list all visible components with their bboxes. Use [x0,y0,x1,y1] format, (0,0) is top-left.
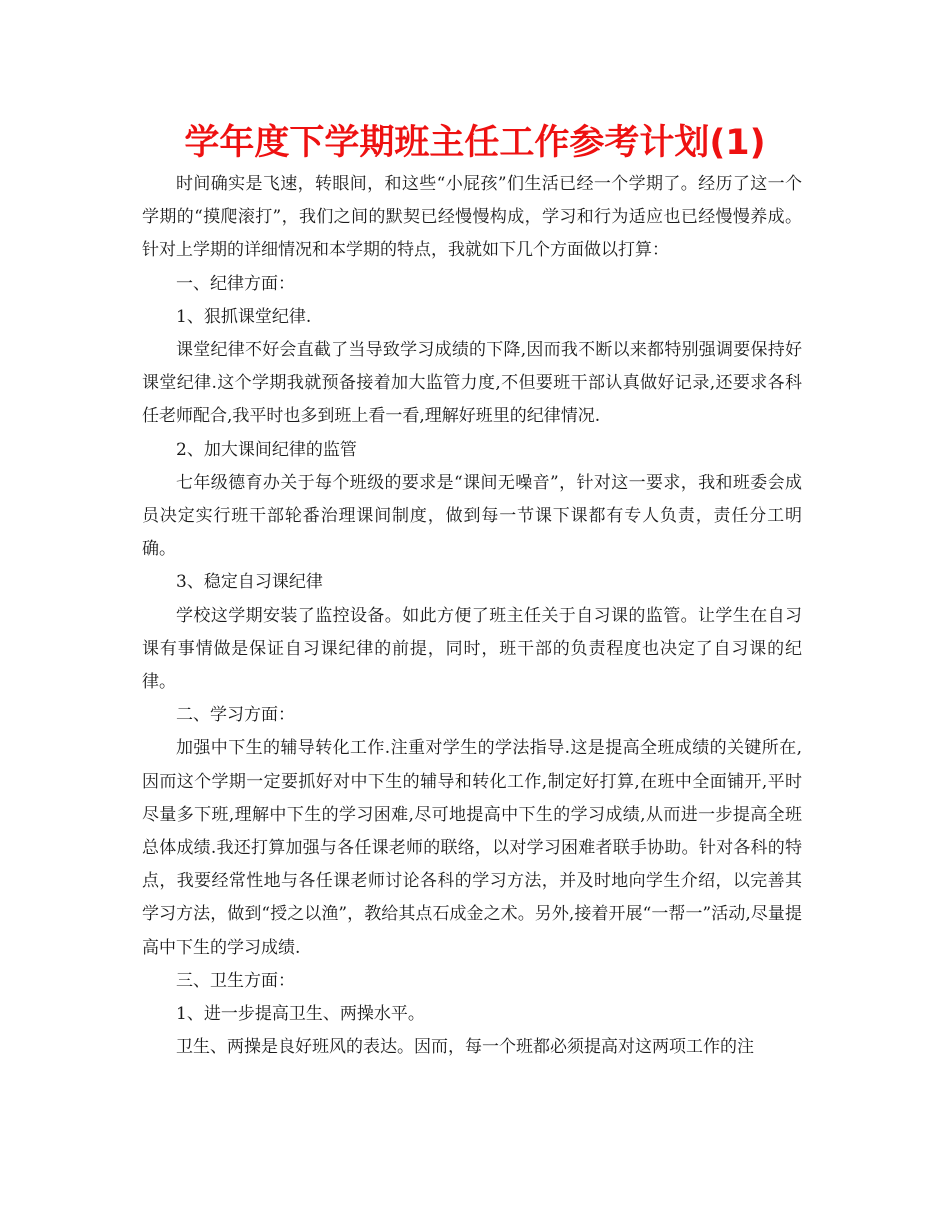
subheading-hygiene-exercises: 1、进一步提高卫生、两操水平。 [176,1004,425,1025]
paragraph-self-study-discipline: 学校这学期安装了监控设备。如此方便了班主任关于自习课的监管。让学生在自习课有事情做是保证自习课纪律的前提，同时，班干部的负责程度也决定了自习课的纪律。 [142,605,802,693]
paragraph-break-discipline: 七年级德育办关于每个班级的要求是“课间无噪音”，针对这一要求，我和班委会成员决定实行班干部轮番治理课间制度，做到每一节课下课都有专人负责，责任分工明确。 [142,472,802,560]
document-body [142,168,802,1064]
paragraph-study: 加强中下生的辅导转化工作.注重对学生的学法指导.这是提高全班成绩的关键所在,因而这个学期一定要抓好对中下生的辅导和转化工作,制定好打算,在班中全面铺开,平时尽量多下班,理解中下生的学习困难,尽可地提高中下生的学习成绩,从而进一步提高全班总体成绩.我还打算加强与各任课老师的联络，以对学习困难者联手协助。针对各科的特点，我要经常性地与各任课老师讨论各科的学习方法，并及时地向学生介绍，以完善其学习方法，做到“授之以渔”，教给其点石成金之术。另外,接着开展“一帮一”活动,尽量提高中下生的学习成绩. [142,738,802,958]
document-title: 学年度下学期班主任工作参考计划(1) [184,123,766,163]
section-heading-hygiene: 三、卫生方面： [176,970,295,991]
subheading-classroom-discipline: 1、狠抓课堂纪律. [176,306,312,327]
subheading-break-discipline: 2、加大课间纪律的监管 [176,439,357,460]
paragraph-classroom-discipline: 课堂纪律不好会直截了当导致学习成绩的下降,因而我不断以来都特别强调要保持好课堂纪律.这个学期我就预备接着加大监管力度,不但要班干部认真做好记录,还要求各科任老师配合,我平时也多到班上看一看,理解好班里的纪律情况. [142,340,802,427]
paragraph-hygiene: 卫生、两操是良好班风的表达。因而，每一个班都必须提高对这两项工作的注 [176,1037,754,1058]
section-heading-study: 二、学习方面： [176,705,295,726]
section-heading-discipline: 一、纪律方面： [176,273,295,294]
paragraph-intro: 时间确实是飞速，转眼间，和这些“小屁孩”们生活已经一个学期了。经历了这一个学期的“摸爬滚打”，我们之间的默契已经慢慢构成，学习和行为适应也已经慢慢养成。针对上学期的详细情况和本学期的特点，我就如下几个方面做以打算： [142,174,802,261]
subheading-self-study-discipline: 3、稳定自习课纪律 [176,572,323,593]
